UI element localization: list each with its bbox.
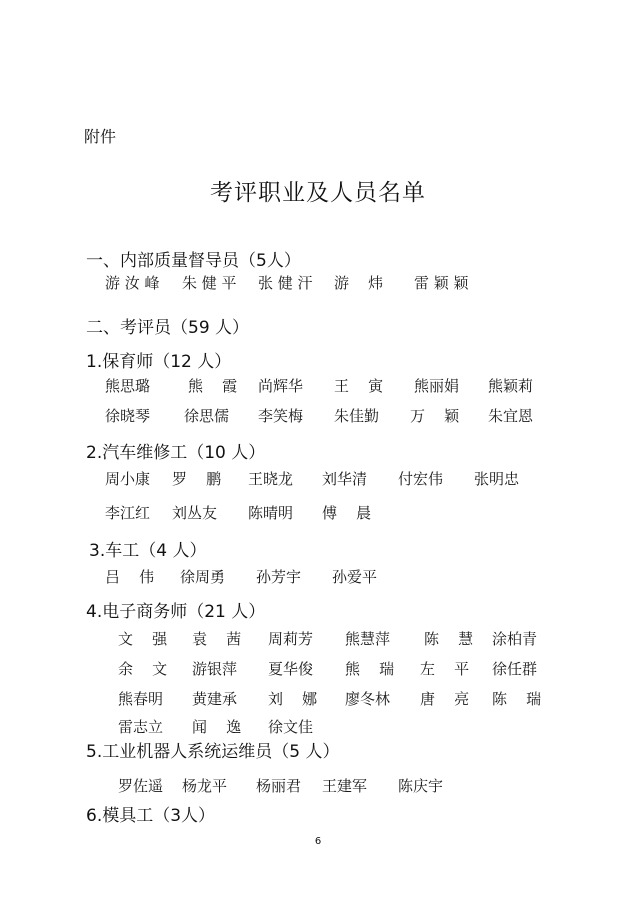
person-name: 李笑梅	[258, 407, 304, 425]
person-name: 雷志立	[118, 718, 164, 736]
person-name: 张明忠	[474, 470, 520, 488]
person-name: 朱 健 平	[182, 274, 237, 292]
person-name: 陈 慧	[424, 630, 474, 648]
person-name: 万 颖	[410, 407, 460, 425]
person-name: 夏华俊	[268, 660, 314, 678]
person-name: 付宏伟	[398, 470, 444, 488]
name-row	[0, 502, 636, 526]
name-row	[0, 272, 636, 296]
subsection-heading-lathe: 3.车工（4 人）	[89, 541, 207, 561]
person-name: 刘 娜	[268, 690, 318, 708]
person-name: 傅 晨	[322, 504, 372, 522]
person-name: 张 健 汗	[258, 274, 313, 292]
person-name: 袁 茜	[192, 630, 242, 648]
subsection-heading-robot-ops: 5.工业机器人系统运维员（5 人）	[86, 742, 340, 762]
person-name: 杨丽君	[256, 777, 302, 795]
section-heading-assessors: 二、考评员（59 人）	[86, 318, 250, 338]
page-number: 6	[314, 836, 322, 847]
person-name: 王晓龙	[248, 470, 294, 488]
name-row	[0, 468, 636, 492]
person-name: 尚辉华	[258, 377, 304, 395]
person-name: 王 寅	[334, 377, 384, 395]
person-name: 陈 瑞	[492, 690, 542, 708]
person-name: 周莉芳	[268, 630, 314, 648]
person-name: 徐文佳	[268, 718, 314, 736]
subsection-heading-auto-repair: 2.汽车维修工（10 人）	[86, 443, 266, 463]
person-name: 黄建承	[192, 690, 238, 708]
person-name: 闻 逸	[192, 718, 242, 736]
person-name: 熊 瑞	[345, 660, 395, 678]
page-title: 考评职业及人员名单	[210, 180, 426, 206]
person-name: 徐任群	[492, 660, 538, 678]
person-name: 陈晴明	[248, 504, 294, 522]
subsection-heading-childcare: 1.保育师（12 人）	[86, 352, 232, 372]
name-row	[0, 775, 636, 799]
person-name: 刘丛友	[172, 504, 218, 522]
person-name: 余 文	[118, 660, 168, 678]
attachment-label: 附件	[84, 127, 117, 146]
person-name: 雷 颖 颖	[414, 274, 469, 292]
person-name: 左 平	[420, 660, 470, 678]
person-name: 唐 亮	[420, 690, 470, 708]
person-name: 朱佳勤	[334, 407, 380, 425]
person-name: 徐周勇	[180, 568, 226, 586]
person-name: 熊春明	[118, 690, 164, 708]
person-name: 熊慧萍	[345, 630, 391, 648]
person-name: 周小康	[105, 470, 151, 488]
person-name: 朱宜恩	[488, 407, 534, 425]
person-name: 孙爱平	[332, 568, 378, 586]
name-row	[0, 405, 636, 429]
person-name: 李江红	[105, 504, 151, 522]
person-name: 孙芳宇	[256, 568, 302, 586]
person-name: 吕 伟	[105, 568, 155, 586]
person-name: 廖冬林	[345, 690, 391, 708]
person-name: 罗佐遥	[118, 777, 164, 795]
name-row	[0, 688, 636, 712]
person-name: 徐晓琴	[105, 407, 151, 425]
person-name: 游 炜	[334, 274, 384, 292]
person-name: 熊思璐	[105, 377, 151, 395]
person-name: 文 强	[118, 630, 168, 648]
section-heading-supervisors: 一、内部质量督导员（5人）	[86, 251, 301, 271]
name-row	[0, 628, 636, 652]
name-row	[0, 566, 636, 590]
person-name: 陈庆宇	[398, 777, 444, 795]
subsection-heading-ecommerce: 4.电子商务师（21 人）	[86, 602, 266, 622]
name-row	[0, 658, 636, 682]
person-name: 游银萍	[192, 660, 238, 678]
person-name: 涂柏青	[492, 630, 538, 648]
name-row	[0, 375, 636, 399]
person-name: 罗 鹏	[172, 470, 222, 488]
person-name: 熊颖莉	[488, 377, 534, 395]
person-name: 徐思儒	[184, 407, 230, 425]
subsection-heading-mold-maker: 6.模具工（3人）	[86, 806, 216, 826]
person-name: 刘华清	[322, 470, 368, 488]
person-name: 游 汝 峰	[105, 274, 160, 292]
person-name: 杨龙平	[182, 777, 228, 795]
person-name: 熊丽娟	[414, 377, 460, 395]
person-name: 熊 霞	[188, 377, 238, 395]
person-name: 王建军	[322, 777, 368, 795]
